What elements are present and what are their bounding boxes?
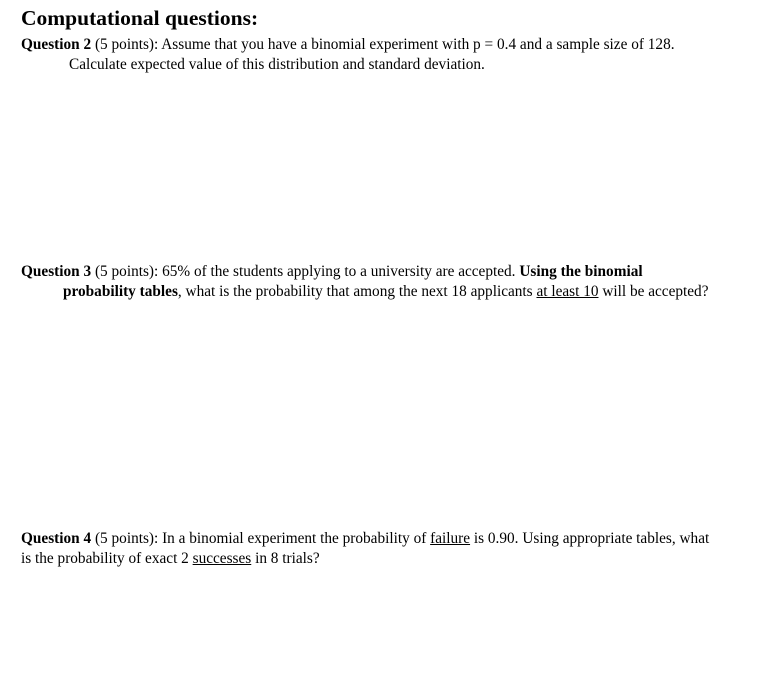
question-2-text: Assume that you have a binomial experiment with p = 0.4 and a sample size of 128. — [158, 36, 675, 53]
question-4-line-1 — [21, 529, 751, 549]
question-2 — [21, 35, 721, 75]
question-3 — [21, 262, 751, 302]
question-3-text-1: 65% of the students applying to a university are accepted. — [158, 263, 520, 280]
question-3-bold-1: Using the binomial — [519, 263, 643, 280]
question-4-underline-1: failure — [430, 530, 471, 547]
question-2-line-1 — [21, 35, 721, 55]
question-3-number: Question 3 — [21, 263, 92, 280]
question-4-underline-2: successes — [192, 550, 252, 567]
question-3-text-3: will be accepted? — [598, 283, 709, 300]
section-title: Computational questions: — [21, 6, 259, 30]
question-3-line-1 — [21, 262, 751, 282]
question-4-text-2: is 0.90. Using appropriate tables, what — [470, 530, 710, 547]
question-3-underline-1: at least 10 — [536, 283, 599, 300]
question-3-points: (5 points): — [91, 263, 159, 280]
question-4 — [21, 529, 751, 569]
question-2-points: (5 points): — [91, 36, 159, 53]
question-3-line-2 — [21, 282, 751, 302]
question-3-text-2: , what is the probability that among the next 18 applicants — [177, 283, 537, 300]
question-4-text-1: In a binomial experiment the probability of — [158, 530, 431, 547]
question-2-number: Question 2 — [21, 36, 92, 53]
question-4-text-3: is the probability of exact 2 — [21, 550, 193, 567]
question-3-bold-2: probability tables — [63, 283, 178, 300]
question-4-line-2 — [21, 549, 751, 569]
question-4-points: (5 points): — [91, 530, 159, 547]
question-2-line-2: Calculate expected value of this distribution and standard deviation. — [69, 56, 485, 73]
question-4-text-4: in 8 trials? — [251, 550, 320, 567]
question-4-number: Question 4 — [21, 530, 92, 547]
